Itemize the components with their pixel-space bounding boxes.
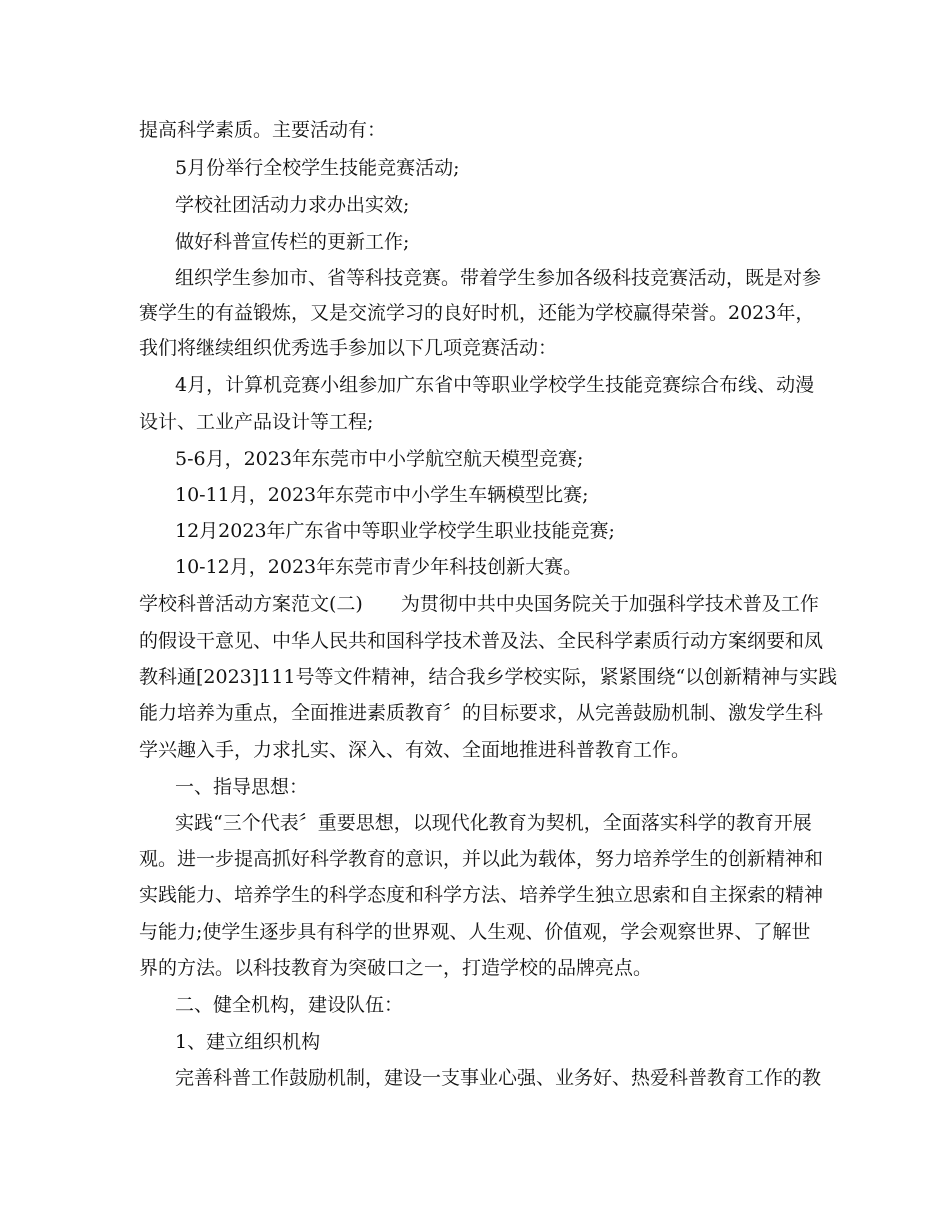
- body-text-line: 学兴趣入手，力求扎实、深入、有效、全面地推进科普教育工作。: [139, 739, 691, 761]
- body-text-line: 设计、工业产品设计等工程;: [139, 411, 374, 433]
- body-text-line: 我们将继续组织优秀选手参加以下几项竞赛活动：: [139, 337, 558, 359]
- body-text-line: 做好科普宣传栏的更新工作;: [175, 231, 410, 253]
- body-text-line: 完善科普工作鼓励机制，建设一支事业心强、业务好、热爱科普教育工作的教: [175, 1067, 822, 1089]
- body-text-line: 实践“三个代表〞重要思想，以现代化教育为契机，全面落实科学的教育开展: [175, 812, 812, 834]
- body-text-line: 与能力;使学生逐步具有科学的世界观、人生观、价值观，学会观察世界、了解世: [139, 921, 811, 943]
- body-text-line: 5月份举行全校学生技能竞赛活动;: [175, 157, 460, 179]
- body-text-line: 5-6月，2023年东莞市中小学航空航天模型竞赛;: [175, 448, 584, 470]
- body-text-line: 教科通[2023]111号等文件精神，结合我乡学校实际，紧紧围绕“以创新精神与实践: [139, 666, 838, 688]
- body-text-line: 10-12月，2023年东莞市青少年科技创新大赛。: [175, 556, 583, 578]
- body-text-line: 赛学生的有益锻炼，又是交流学习的良好时机，还能为学校赢得荣誉。2023年，: [139, 302, 815, 324]
- body-text-line: 界的方法。以科技教育为突破口之一，打造学校的品牌亮点。: [139, 957, 653, 979]
- body-text-line: 实践能力、培养学生的科学态度和科学方法、培养学生独立思索和自主探索的精神: [139, 884, 824, 906]
- body-text-line: 观。进一步提高抓好科学教育的意识，并以此为载体，努力培养学生的创新精神和: [139, 848, 824, 870]
- body-text-line: 组织学生参加市、省等科技竞赛。带着学生参加各级科技竞赛活动，既是对参: [175, 267, 822, 289]
- heading-guiding-ideology: 一、指导思想：: [175, 776, 309, 798]
- body-text-line: 的假设干意见、中华人民共和国科学技术普及法、全民科学素质行动方案纲要和凤: [139, 630, 824, 652]
- body-text-line: 提高科学素质。主要活动有：: [139, 119, 387, 141]
- body-text-line: 4月，计算机竞赛小组参加广东省中等职业学校学生技能竞赛综合布线、动漫: [175, 374, 815, 396]
- body-text-line: 12月2023年广东省中等职业学校学生职业技能竞赛;: [175, 520, 615, 542]
- section-heading-line: 学校科普活动方案范文(二) 为贯彻中共中央国务院关于加强科学技术普及工作: [139, 593, 819, 615]
- body-text-line: 10-11月，2023年东莞市中小学生车辆模型比赛;: [175, 484, 589, 506]
- heading-organization: 二、健全机构，建设队伍：: [175, 994, 404, 1016]
- subheading-establish-organization: 1、建立组织机构: [175, 1031, 321, 1053]
- body-text-line: 能力培养为重点，全面推进素质教育〞的目标要求，从完善鼓励机制、激发学生科: [139, 702, 824, 724]
- body-text-line: 学校社团活动力求办出实效;: [175, 194, 410, 216]
